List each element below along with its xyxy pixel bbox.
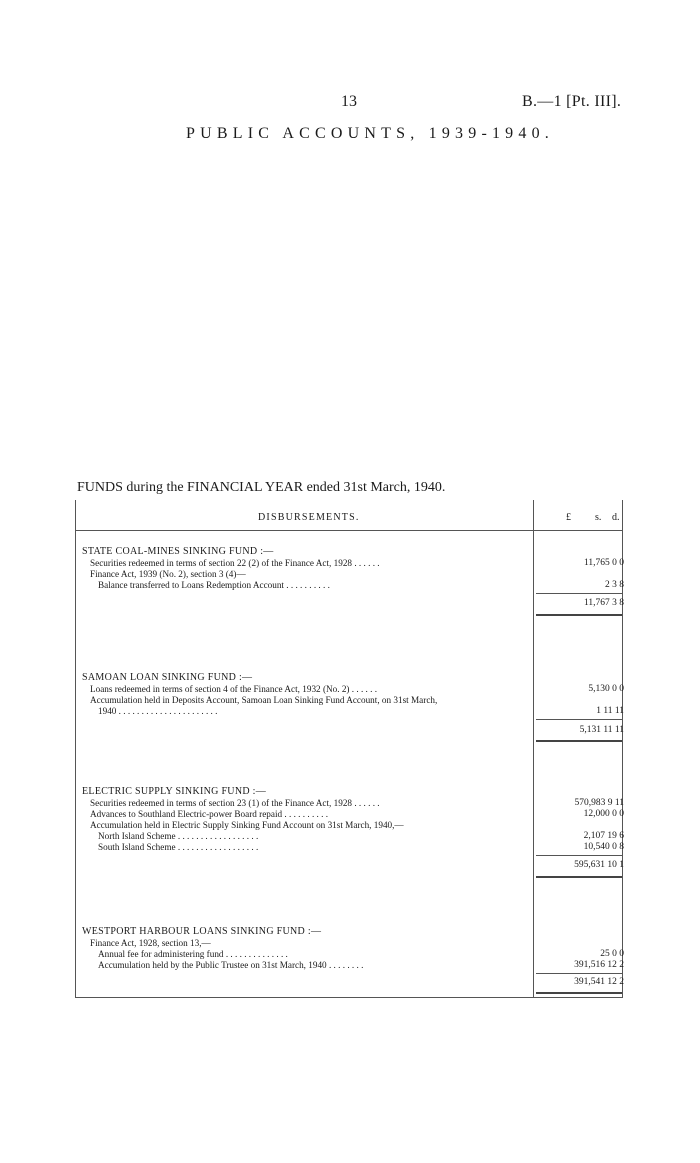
- pence-header: d.: [612, 512, 620, 523]
- line-item: Accumulation held in Electric Supply Sinking Fund Account on 31st March, 1940,—: [90, 820, 404, 830]
- subtotal-rule: [536, 719, 622, 720]
- page-title: PUBLIC ACCOUNTS, 1939-1940.: [186, 125, 554, 142]
- line-item: Securities redeemed in terms of section 23 (1) of the Finance Act, 1928 . . . . . .: [90, 798, 380, 808]
- section-total: 5,131 11 11: [579, 725, 624, 735]
- line-item: North Island Scheme . . . . . . . . . . . . . . . . . .: [98, 831, 259, 841]
- line-item: Advances to Southland Electric-power Board repaid . . . . . . . . . .: [90, 809, 329, 819]
- subtotal-rule: [536, 855, 622, 856]
- line-amount: 2,107 19 6: [583, 831, 624, 841]
- line-item: Loans redeemed in terms of section 4 of the Finance Act, 1932 (No. 2) . . . . . .: [90, 684, 378, 694]
- line-item: Finance Act, 1939 (No. 2), section 3 (4)—: [90, 569, 246, 579]
- total-rule: [536, 876, 622, 878]
- section-total: 595,631 10 1: [574, 860, 624, 870]
- line-item: Accumulation held by the Public Trustee on 31st March, 1940 . . . . . . . .: [98, 960, 364, 970]
- section-title-samoan-loan: SAMOAN LOAN SINKING FUND :—: [82, 672, 253, 683]
- section-total: 11,767 3 8: [583, 598, 624, 608]
- table-right-border: [622, 500, 623, 997]
- document-reference: B.—1 [Pt. III].: [522, 93, 622, 110]
- line-amount: 5,130 0 0: [588, 684, 624, 694]
- page-number: 13: [341, 93, 357, 110]
- section-total: 391,541 12 2: [574, 977, 624, 987]
- line-item: Annual fee for administering fund . . . . . . . . . . . . . .: [98, 949, 288, 959]
- pounds-header: £: [566, 512, 571, 523]
- section-title-coal-mines: STATE COAL-MINES SINKING FUND :—: [82, 546, 274, 557]
- line-item: Finance Act, 1928, section 13,—: [90, 938, 211, 948]
- total-rule: [536, 614, 622, 616]
- amount-column-divider: [533, 500, 534, 997]
- header-rule: [75, 530, 623, 531]
- line-amount: 10,540 0 8: [583, 842, 624, 852]
- line-amount: 11,765 0 0: [583, 558, 624, 568]
- table-subtitle: FUNDS during the FINANCIAL YEAR ended 31st March, 1940.: [77, 480, 446, 495]
- line-amount: 1 11 11: [596, 706, 624, 716]
- section-title-westport-harbour: WESTPORT HARBOUR LOANS SINKING FUND :—: [82, 926, 322, 937]
- line-amount: 570,983 9 11: [574, 798, 624, 808]
- section-title-electric-supply: ELECTRIC SUPPLY SINKING FUND :—: [82, 786, 267, 797]
- line-amount: 12,000 0 0: [583, 809, 624, 819]
- table-bottom-rule: [75, 997, 623, 998]
- shillings-header: s.: [595, 512, 602, 523]
- line-amount: 391,516 12 2: [574, 960, 624, 970]
- line-item: South Island Scheme . . . . . . . . . . . . . . . . . .: [98, 842, 259, 852]
- disbursements-header: DISBURSEMENTS.: [258, 512, 360, 523]
- subtotal-rule: [536, 973, 622, 974]
- line-amount: 2 3 8: [605, 580, 624, 590]
- total-rule: [536, 740, 622, 742]
- subtotal-rule: [536, 593, 622, 594]
- total-rule: [536, 992, 622, 994]
- line-item: 1940 . . . . . . . . . . . . . . . . . . . . . .: [98, 706, 218, 716]
- line-item: Securities redeemed in terms of section 22 (2) of the Finance Act, 1928 . . . . . .: [90, 558, 380, 568]
- line-item: Accumulation held in Deposits Account, Samoan Loan Sinking Fund Account, on 31st March,: [90, 695, 438, 705]
- line-item: Balance transferred to Loans Redemption Account . . . . . . . . . .: [98, 580, 330, 590]
- table-left-border: [75, 500, 76, 997]
- line-amount: 25 0 0: [600, 949, 624, 959]
